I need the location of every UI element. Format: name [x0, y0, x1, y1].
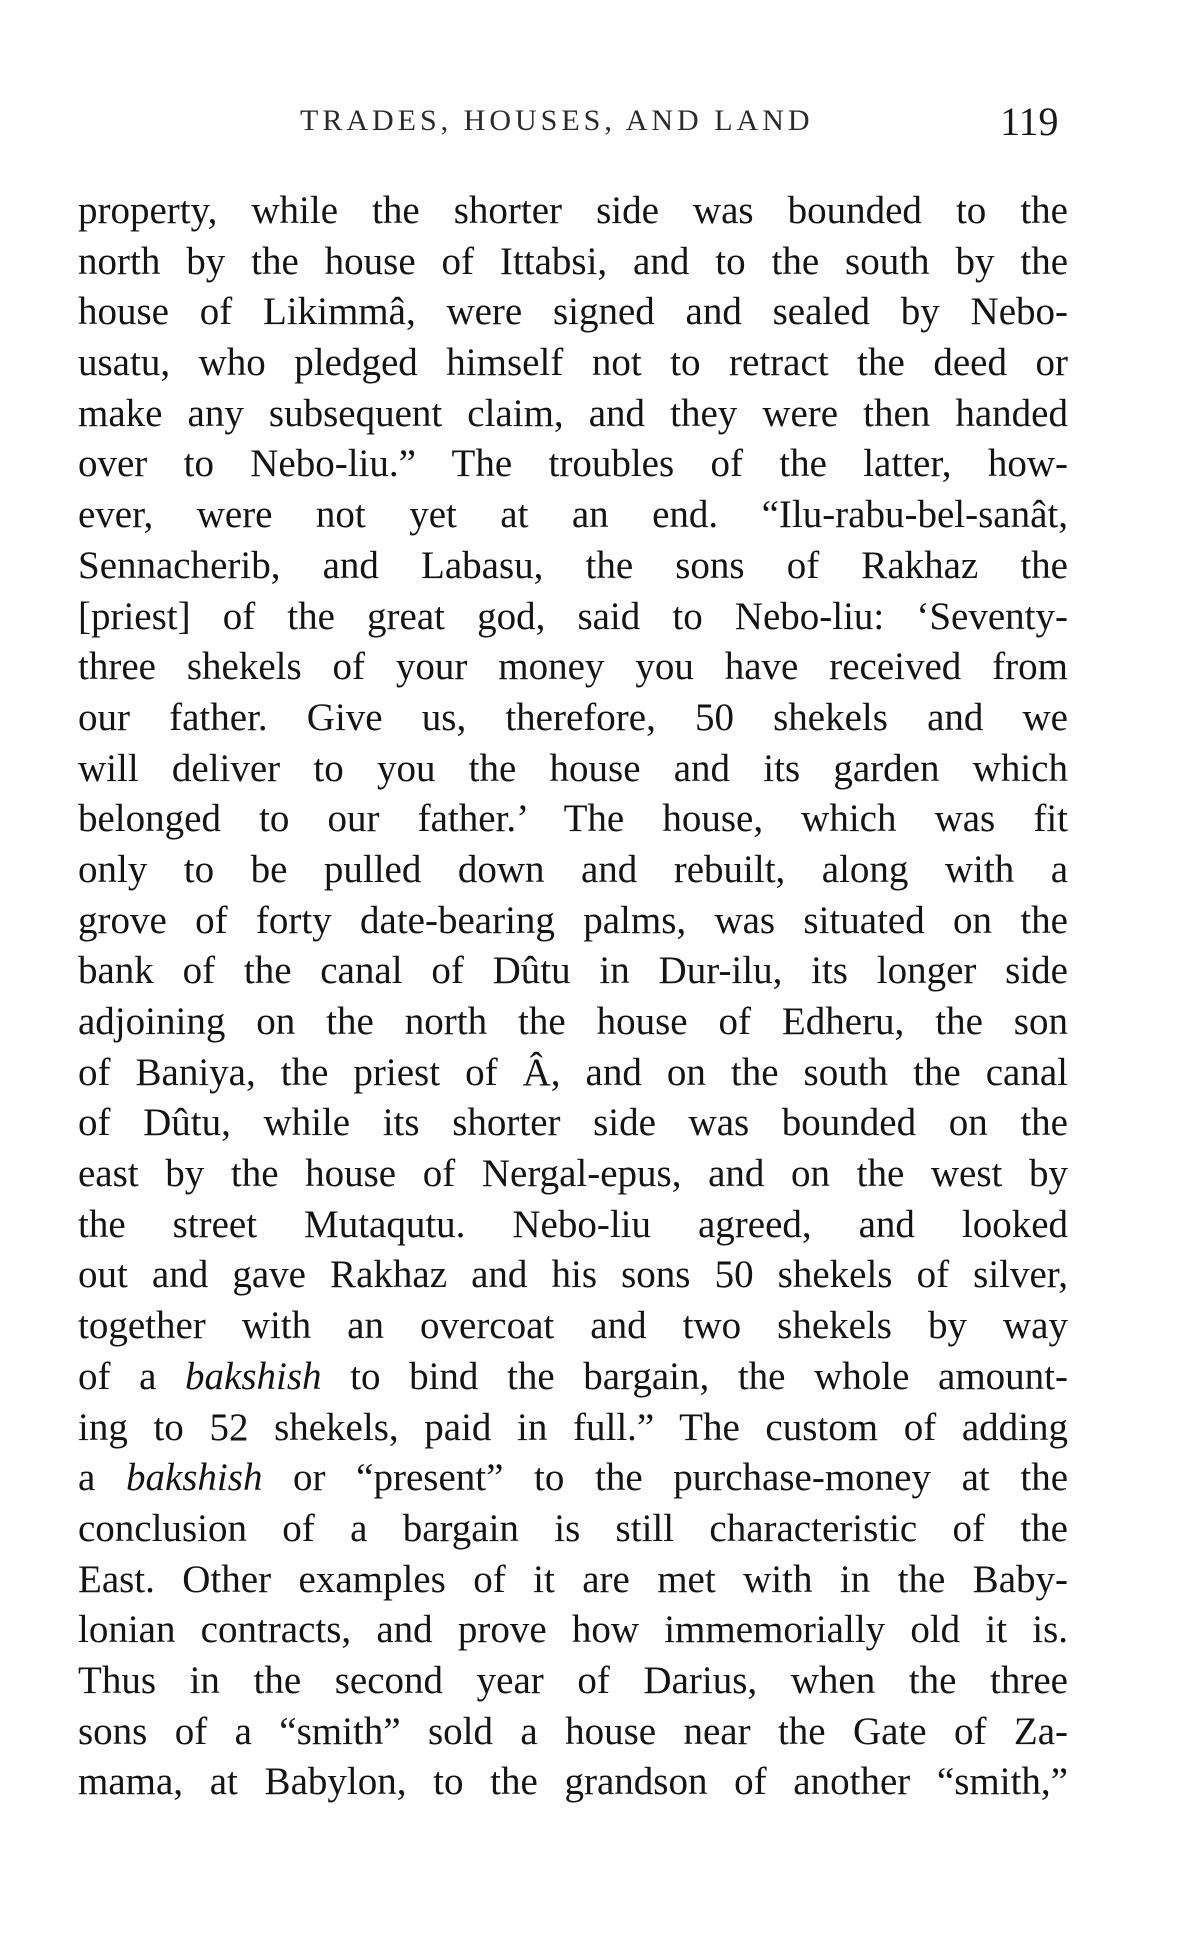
- italic-term: bakshish: [185, 1354, 322, 1398]
- page-number: 119: [1000, 99, 1059, 144]
- text-line: a bakshish or “present” to the purchase-money at the: [78, 1456, 1068, 1500]
- text-line: ing to 52 shekels, paid in full.” The custom of adding: [78, 1405, 1068, 1449]
- text-line: of a bakshish to bind the bargain, the whole amount-: [78, 1354, 1068, 1398]
- text-line: grove of forty date-bearing palms, was situated on the: [78, 898, 1068, 942]
- text-line: three shekels of your money you have received from: [78, 645, 1068, 689]
- text-line: make any subsequent claim, and they were then handed: [78, 391, 1068, 435]
- text-line: property, while the shorter side was bounded to the: [78, 189, 1068, 232]
- text-line: adjoining on the north the house of Edheru, the son: [78, 1000, 1068, 1043]
- text-line: the street Mutaqutu. Nebo-liu agreed, and looked: [78, 1202, 1068, 1246]
- text-line: East. Other examples of it are met with in the Baby-: [78, 1557, 1068, 1601]
- text-line: Thus in the second year of Darius, when the three: [78, 1658, 1068, 1702]
- running-title: TRADES, HOUSES, AND LAND: [300, 104, 814, 137]
- text-line: mama, at Babylon, to the grandson of another “smith,”: [78, 1760, 1068, 1804]
- text-line: over to Nebo-liu.” The troubles of the latter, how-: [78, 442, 1068, 486]
- text-line: Sennacherib, and Labasu, the sons of Rakhaz the: [78, 543, 1068, 587]
- text-line: east by the house of Nergal-epus, and on the west by: [78, 1152, 1068, 1196]
- text-line: conclusion of a bargain is still characteristic of the: [78, 1506, 1068, 1550]
- text-line: sons of a “smith” sold a house near the Gate of Za-: [78, 1709, 1068, 1753]
- text-line: will deliver to you the house and its garden which: [78, 746, 1068, 790]
- italic-term: bakshish: [125, 1456, 263, 1500]
- text-line: bank of the canal of Dûtu in Dur-ilu, its longer side: [78, 949, 1068, 993]
- text-line: [priest] of the great god, said to Nebo-liu: ‘Seventy-: [78, 594, 1068, 638]
- running-head: [0, 98, 1179, 148]
- text-line: usatu, who pledged himself not to retract the deed or: [78, 341, 1068, 385]
- text-line: lonian contracts, and prove how immemorially old it is.: [78, 1608, 1068, 1652]
- text-line: only to be pulled down and rebuilt, along with a: [78, 847, 1068, 891]
- text-line: together with an overcoat and two shekels by way: [78, 1304, 1068, 1348]
- text-line: out and gave Rakhaz and his sons 50 shekels of silver,: [78, 1253, 1068, 1297]
- body-text: [78, 186, 1068, 1808]
- text-line: ever, were not yet at an end. “Ilu-rabu-bel-sanât,: [78, 493, 1068, 537]
- text-line: belonged to our father.’ The house, which was fit: [78, 797, 1068, 841]
- text-line: of Baniya, the priest of Â, and on the south the canal: [78, 1050, 1068, 1094]
- text-line: of Dûtu, while its shorter side was bounded on the: [78, 1101, 1068, 1145]
- text-line: our father. Give us, therefore, 50 shekels and we: [78, 695, 1068, 739]
- text-line: house of Likimmâ, were signed and sealed by Nebo-: [78, 290, 1068, 334]
- text-line: north by the house of Ittabsi, and to the south by the: [78, 239, 1068, 283]
